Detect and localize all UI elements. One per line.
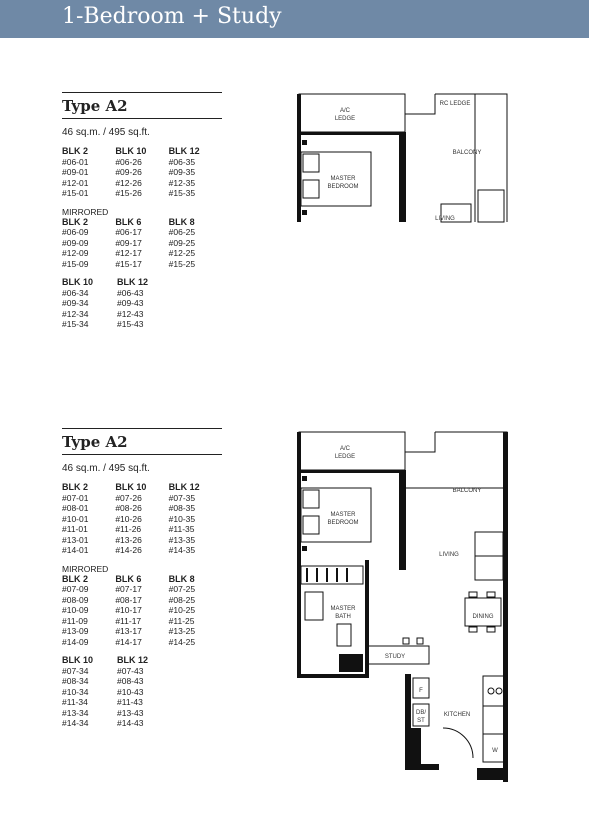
unit-group <box>62 146 222 199</box>
unit-area: 46 sq.m. / 495 sq.ft. <box>62 463 150 474</box>
unit-number: #06-26 <box>115 156 142 167</box>
unit-number: #11-35 <box>168 524 195 534</box>
header-banner <box>0 0 589 38</box>
block-heading: BLK 8 <box>168 216 195 227</box>
unit-number: #15-43 <box>117 319 144 329</box>
unit-number: #09-43 <box>117 298 144 308</box>
plan-label: LEDGE <box>334 116 356 122</box>
unit-number: #15-25 <box>168 258 196 269</box>
unit-number: #10-35 <box>168 513 196 524</box>
divider <box>62 92 222 93</box>
plan-label: KITCHEN <box>443 712 471 718</box>
unit-number: #11-17 <box>115 615 142 626</box>
unit-number: #13-34 <box>62 707 89 718</box>
plan-label: LIVING <box>439 552 459 558</box>
unit-number: #07-34 <box>62 665 89 676</box>
block-heading: BLK 2 <box>62 482 89 492</box>
block-heading: BLK 6 <box>115 216 142 227</box>
plan-label: LEDGE <box>334 454 356 460</box>
unit-group <box>62 564 222 648</box>
unit-number: #08-17 <box>115 594 142 605</box>
block-heading: BLK 8 <box>168 573 195 584</box>
divider <box>62 428 222 429</box>
unit-number: #10-43 <box>117 686 144 697</box>
block-column <box>115 146 168 199</box>
block-columns <box>62 146 222 199</box>
block-columns <box>62 277 222 330</box>
block-heading: BLK 10 <box>115 146 147 156</box>
divider <box>62 118 222 119</box>
block-columns <box>62 217 222 270</box>
unit-number: #09-26 <box>115 167 142 177</box>
block-column <box>62 146 115 199</box>
block-heading: BLK 6 <box>115 573 142 584</box>
block-heading: BLK 2 <box>62 146 89 156</box>
unit-number: #06-09 <box>62 227 89 237</box>
block-column <box>115 217 168 270</box>
unit-number: #14-35 <box>168 545 196 555</box>
block-column <box>62 482 115 556</box>
unit-number: #06-17 <box>115 227 142 237</box>
unit-number: #09-25 <box>168 237 196 248</box>
block-column <box>115 574 168 648</box>
unit-number: #14-09 <box>62 636 89 647</box>
unit-number: #06-35 <box>168 156 196 167</box>
plan-label: W <box>492 748 498 754</box>
page-title: 1-Bedroom + Study <box>62 4 282 29</box>
unit-number: #14-26 <box>115 545 142 555</box>
unit-number: #13-17 <box>115 626 142 636</box>
dining-table-outline <box>465 598 501 626</box>
unit-number: #12-01 <box>62 177 89 188</box>
unit-number: #09-34 <box>62 298 89 308</box>
plan-label: MASTER <box>330 176 356 182</box>
unit-number: #15-35 <box>168 188 196 198</box>
unit-number: #14-34 <box>62 718 89 728</box>
unit-number: #15-09 <box>62 258 89 269</box>
unit-number: #08-09 <box>62 594 89 605</box>
unit-number: #11-09 <box>62 615 88 626</box>
block-column <box>169 482 222 556</box>
plan-label: MASTER <box>330 512 356 518</box>
unit-number: #07-35 <box>168 492 196 503</box>
block-column <box>117 655 172 729</box>
plan-label: A/C <box>339 108 351 114</box>
plan-label: BATH <box>335 614 351 620</box>
unit-type-title: Type A2 <box>62 97 128 115</box>
unit-number: #13-25 <box>168 626 196 636</box>
door-swing <box>443 728 473 758</box>
block-heading: BLK 12 <box>117 655 149 665</box>
unit-number: #09-35 <box>168 167 196 177</box>
block-heading: BLK 10 <box>62 655 94 665</box>
unit-group <box>62 277 222 330</box>
group-label: MIRRORED <box>62 206 109 217</box>
unit-number: #12-34 <box>62 308 89 319</box>
unit-number: #09-01 <box>62 167 89 177</box>
block-heading: BLK 12 <box>117 277 149 287</box>
plan-label: ST <box>417 718 425 724</box>
unit-number: #10-34 <box>62 686 89 697</box>
floor-plan-full <box>295 428 515 790</box>
block-column <box>62 655 117 729</box>
block-columns <box>62 574 222 648</box>
unit-number: #06-43 <box>117 287 144 298</box>
unit-group <box>62 207 222 270</box>
unit-number: #12-25 <box>168 248 196 258</box>
unit-number: #12-17 <box>115 248 142 258</box>
unit-number: #12-43 <box>117 308 144 319</box>
plan-label: BEDROOM <box>327 520 359 526</box>
unit-number: #11-01 <box>62 524 88 534</box>
plan-label: DB/ <box>415 710 427 716</box>
unit-number: #10-26 <box>115 513 142 524</box>
unit-number: #14-17 <box>115 636 142 647</box>
block-column <box>169 217 222 270</box>
unit-number: #14-01 <box>62 545 89 555</box>
block-column <box>62 217 115 270</box>
unit-groups <box>62 146 222 330</box>
unit-number: #07-09 <box>62 584 89 594</box>
unit-number: #11-43 <box>117 697 143 707</box>
block-column <box>62 574 115 648</box>
unit-group <box>62 655 222 729</box>
unit-number: #08-43 <box>117 676 144 686</box>
unit-number: #07-17 <box>115 584 142 594</box>
plan-label: STUDY <box>384 654 406 660</box>
unit-type-block-1 <box>62 92 222 338</box>
floor-plan-partial <box>295 92 515 224</box>
plan-label: RC LEDGE <box>439 101 471 107</box>
block-heading: BLK 12 <box>168 146 200 156</box>
unit-number: #06-25 <box>168 227 196 237</box>
block-column <box>117 277 172 330</box>
unit-number: #10-25 <box>168 605 196 615</box>
unit-number: #07-43 <box>117 665 144 676</box>
unit-number: #07-25 <box>168 584 196 594</box>
unit-number: #13-01 <box>62 534 89 545</box>
unit-number: #14-43 <box>117 718 144 728</box>
unit-number: #09-17 <box>115 237 142 248</box>
block-column <box>62 277 117 330</box>
unit-number: #15-01 <box>62 188 89 198</box>
unit-number: #14-25 <box>168 636 196 647</box>
block-heading: BLK 12 <box>168 482 200 492</box>
plan-label: MASTER <box>330 606 356 612</box>
block-columns <box>62 482 222 556</box>
block-heading: BLK 10 <box>62 277 94 287</box>
plan-label: BALCONY <box>452 488 482 494</box>
plan-label: BEDROOM <box>327 184 359 190</box>
divider <box>62 454 222 455</box>
plan-label: BALCONY <box>452 150 482 156</box>
unit-number: #06-34 <box>62 287 89 298</box>
vanity-outline <box>305 592 323 620</box>
block-columns <box>62 655 222 729</box>
unit-type-block-2 <box>62 428 222 737</box>
unit-number: #12-09 <box>62 248 89 258</box>
unit-groups <box>62 482 222 729</box>
block-column <box>115 482 168 556</box>
unit-number: #15-34 <box>62 319 89 329</box>
group-label: MIRRORED <box>62 563 109 574</box>
unit-area: 46 sq.m. / 495 sq.ft. <box>62 127 150 138</box>
unit-number: #07-01 <box>62 492 89 503</box>
block-column <box>169 146 222 199</box>
block-heading: BLK 2 <box>62 573 89 584</box>
plan-label: DINING <box>472 614 494 620</box>
toilet-outline <box>337 624 351 646</box>
unit-number: #13-35 <box>168 534 196 545</box>
unit-number: #08-26 <box>115 503 142 513</box>
block-column <box>169 574 222 648</box>
unit-number: #08-01 <box>62 503 89 513</box>
unit-group <box>62 482 222 556</box>
unit-type-title: Type A2 <box>62 433 128 451</box>
unit-number: #06-01 <box>62 156 89 167</box>
plan-label: A/C <box>339 446 351 452</box>
unit-number: #09-09 <box>62 237 89 248</box>
unit-number: #13-26 <box>115 534 142 545</box>
unit-number: #13-09 <box>62 626 89 636</box>
unit-number: #12-35 <box>168 177 196 188</box>
unit-number: #08-34 <box>62 676 89 686</box>
unit-number: #12-26 <box>115 177 142 188</box>
unit-number: #07-26 <box>115 492 142 503</box>
unit-number: #11-34 <box>62 697 88 707</box>
unit-number: #15-26 <box>115 188 142 198</box>
unit-number: #13-43 <box>117 707 144 718</box>
unit-number: #11-25 <box>168 615 195 626</box>
plan-label: LIVING <box>435 216 455 222</box>
plan-label: F <box>419 688 423 694</box>
unit-number: #11-26 <box>115 524 142 534</box>
unit-number: #10-17 <box>115 605 142 615</box>
unit-number: #15-17 <box>115 258 142 269</box>
unit-number: #08-25 <box>168 594 196 605</box>
block-heading: BLK 2 <box>62 216 89 227</box>
ac-ledge-outline <box>299 94 405 132</box>
unit-number: #10-09 <box>62 605 89 615</box>
unit-number: #08-35 <box>168 503 196 513</box>
unit-number: #10-01 <box>62 513 89 524</box>
block-heading: BLK 10 <box>115 482 147 492</box>
ac-ledge-outline <box>299 432 405 470</box>
